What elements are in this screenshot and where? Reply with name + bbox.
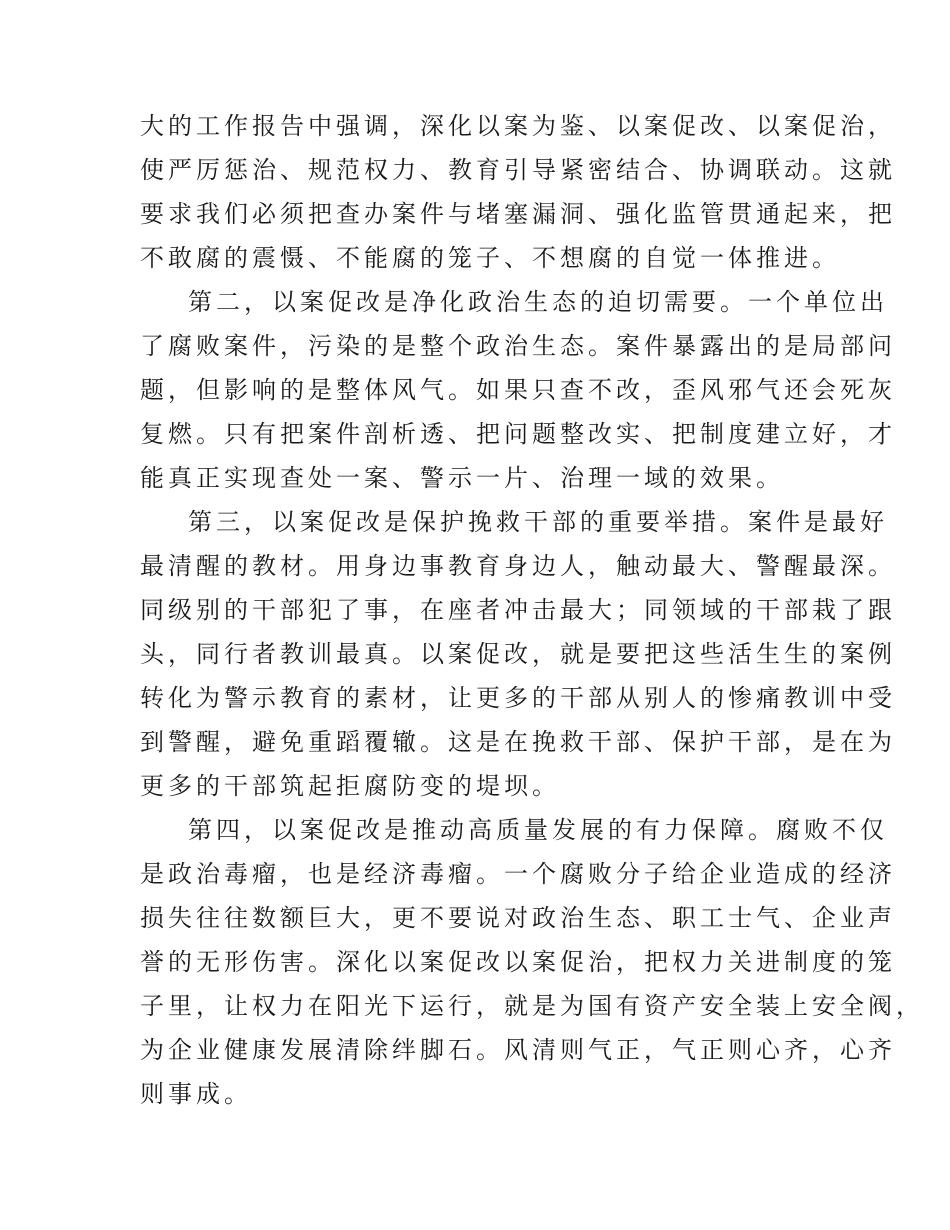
- text-line: 第三，以案促改是保护挽救干部的重要举措。案件是最好: [188, 508, 888, 536]
- text-line: 最清醒的教材。用身边事教育身边人，触动最大、警醒最深。: [140, 552, 896, 580]
- text-line: 为企业健康发展清除绊脚石。风清则气正，气正则心齐，心齐: [140, 1036, 896, 1064]
- text-line: 头，同行者教训最真。以案促改，就是要把这些活生生的案例: [140, 640, 896, 668]
- text-line: 第二，以案促改是净化政治生态的迫切需要。一个单位出: [188, 288, 888, 316]
- paragraph-fourth-point: [140, 808, 924, 1116]
- text-line: 更多的干部筑起拒腐防变的堤坝。: [140, 772, 560, 800]
- text-line: 则事成。: [140, 1080, 252, 1108]
- paragraph-third-point: [140, 500, 896, 808]
- text-line: 子里，让权力在阳光下运行，就是为国有资产安全装上安全阀，: [140, 992, 924, 1020]
- text-line: 第四，以案促改是推动高质量发展的有力保障。腐败不仅: [188, 816, 888, 844]
- text-line: 誉的无形伤害。深化以案促改以案促治，把权力关进制度的笼: [140, 948, 896, 976]
- text-line: 大的工作报告中强调，深化以案为鉴、以案促改、以案促治，: [140, 112, 896, 140]
- text-line: 转化为警示教育的素材，让更多的干部从别人的惨痛教训中受: [140, 684, 896, 712]
- text-line: 能真正实现查处一案、警示一片、治理一域的效果。: [140, 464, 784, 492]
- text-line: 要求我们必须把查办案件与堵塞漏洞、强化监管贯通起来，把: [140, 200, 896, 228]
- text-line: 到警醒，避免重蹈覆辙。这是在挽救干部、保护干部，是在为: [140, 728, 896, 756]
- text-line: 题，但影响的是整体风气。如果只查不改，歪风邪气还会死灰: [140, 376, 896, 404]
- text-line: 不敢腐的震慑、不能腐的笼子、不想腐的自觉一体推进。: [140, 244, 840, 272]
- text-line: 使严厉惩治、规范权力、教育引导紧密结合、协调联动。这就: [140, 156, 896, 184]
- text-line: 复燃。只有把案件剖析透、把问题整改实、把制度建立好，才: [140, 420, 896, 448]
- paragraph-continuation: [140, 104, 896, 280]
- paragraph-second-point: [140, 280, 896, 500]
- text-line: 损失往往数额巨大，更不要说对政治生态、职工士气、企业声: [140, 904, 896, 932]
- text-line: 同级别的干部犯了事，在座者冲击最大；同领域的干部栽了跟: [140, 596, 896, 624]
- text-line: 是政治毒瘤，也是经济毒瘤。一个腐败分子给企业造成的经济: [140, 860, 896, 888]
- text-line: 了腐败案件，污染的是整个政治生态。案件暴露出的是局部问: [140, 332, 896, 360]
